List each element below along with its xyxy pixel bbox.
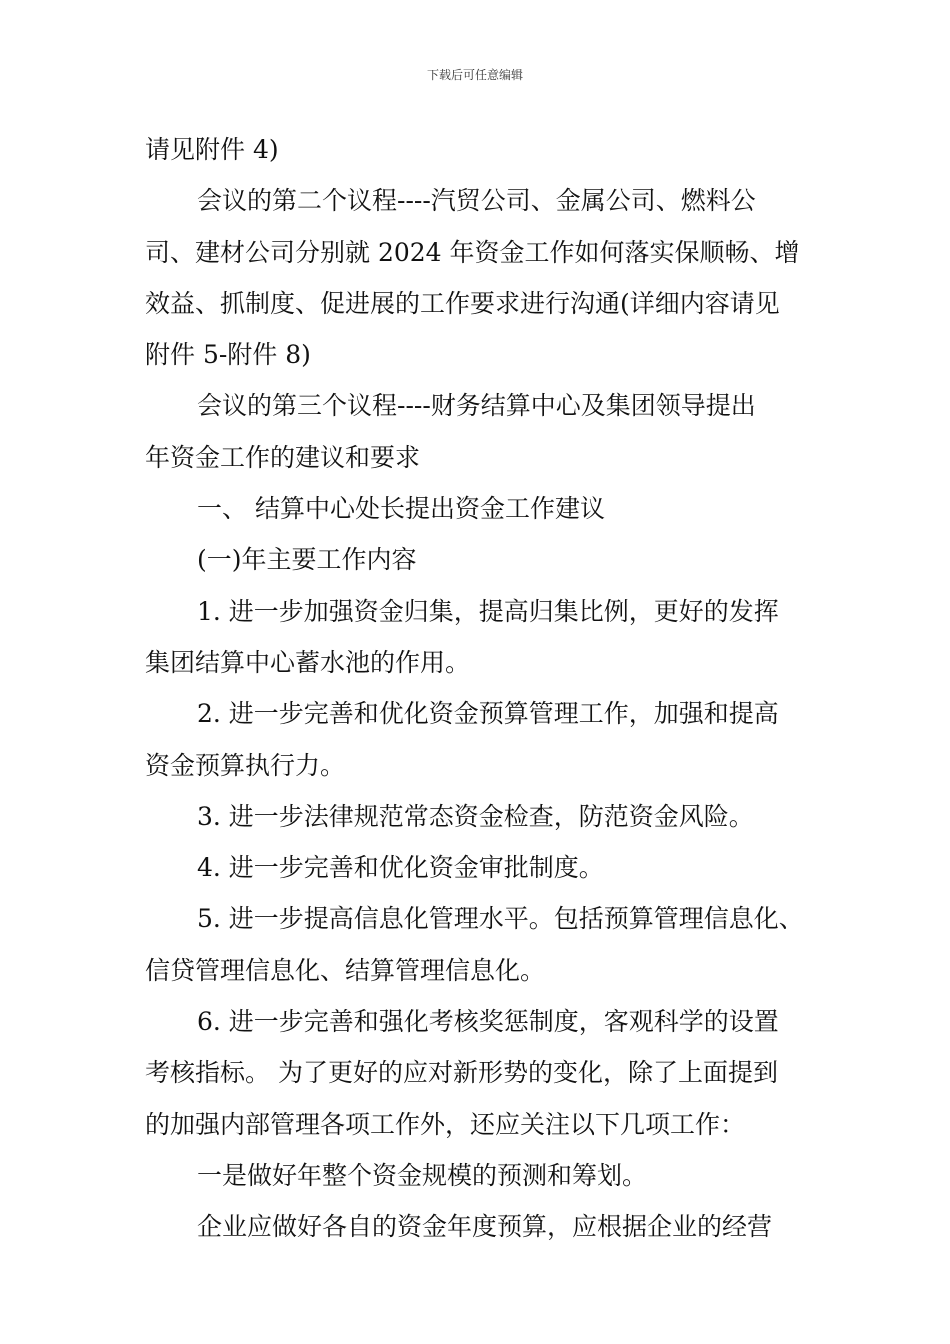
text-line: 会议的第二个议程----汽贸公司、金属公司、燃料公	[197, 186, 756, 216]
text-line: 会议的第三个议程----财务结算中心及集团领导提出	[197, 391, 756, 421]
text-line: 集团结算中心蓄水池的作用。	[145, 647, 471, 677]
text-line: 资金预算执行力。	[145, 750, 346, 780]
text-line: 考核指标。 为了更好的应对新形势的变化，除了上面提到	[145, 1058, 778, 1088]
text-line: 年资金工作的建议和要求	[145, 442, 421, 472]
text-line: 请见附件 4)	[145, 135, 279, 164]
text-line: 附件 5-附件 8)	[145, 340, 311, 370]
text-line: 信贷管理信息化、结算管理信息化。	[145, 955, 546, 985]
text-line: 司、建材公司分别就 2024 年资金工作如何落实保顺畅、增	[145, 237, 800, 267]
list-item: 1. 进一步加强资金归集，提高归集比例，更好的发挥	[197, 596, 779, 626]
list-item: 3. 进一步法律规范常态资金检查，防范资金风险。	[197, 801, 754, 831]
list-item: 5. 进一步提高信息化管理水平。包括预算管理信息化、	[197, 904, 804, 934]
text-line: 一是做好年整个资金规模的预测和筹划。	[197, 1160, 648, 1190]
subsection-heading: (一)年主要工作内容	[197, 545, 417, 575]
text-line: 企业应做好各自的资金年度预算，应根据企业的经营	[197, 1212, 773, 1242]
list-item: 6. 进一步完善和强化考核奖惩制度，客观科学的设置	[197, 1007, 779, 1037]
list-item: 2. 进一步完善和优化资金预算管理工作，加强和提高	[197, 699, 779, 729]
text-line: 的加强内部管理各项工作外，还应关注以下几项工作：	[145, 1109, 746, 1139]
list-item: 4. 进一步完善和优化资金审批制度。	[197, 853, 604, 883]
section-heading: 一、 结算中心处长提出资金工作建议	[197, 494, 605, 524]
document-body	[145, 124, 815, 1253]
text-line: 效益、抓制度、促进展的工作要求进行沟通(详细内容请见	[145, 288, 780, 318]
page-header: 下载后可任意编辑	[426, 68, 523, 82]
